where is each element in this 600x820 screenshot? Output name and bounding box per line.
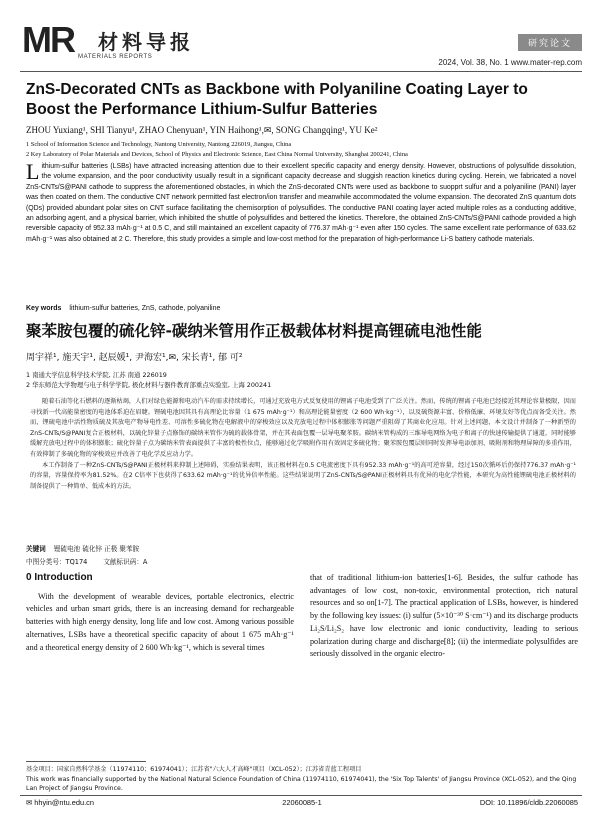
affiliations-cn <box>26 370 271 390</box>
keywords-en <box>26 305 220 312</box>
funding-cn: 基金项目：国家自然科学基金（11974110；61974041）；江苏省"六大人才高峰"项目（XCL-052）；江苏省青蓝工程项目 <box>26 766 362 773</box>
clc-number: 中图分类号：TQ174 <box>26 558 88 566</box>
body-column-right <box>310 572 578 661</box>
body-column-left <box>26 572 294 654</box>
affiliation-1: 1 School of Information Science and Technology, Nantong University, Nantong 226019, Jiangsu, China <box>26 141 292 148</box>
abstract-cn <box>30 397 576 492</box>
journal-logo <box>20 20 250 64</box>
keywords-text: lithium-sulfur batteries, ZnS, cathode, polyaniline <box>69 305 221 312</box>
corresponding-email[interactable]: ✉ hhyin@ntu.edu.cn <box>26 798 94 807</box>
abstract-cn-para-2: 本工作制备了一种ZnS-CNTs/S@PANI正极材料来抑制上述障碍，实验结果表明，该正极材料在0.5 C电流密度下具有952.33 mAh·g⁻¹的高可逆容量，经过150次循环后仍保持776.37 mAh·g⁻¹的容量，容量保持率为81.52%。在2 C倍率下也获得了633.62 mAh·g⁻¹的优异倍率性能。这些结果说明了ZnS-CNTs/S@PANI正极材料具有优异的电化学性能，本研究为高性能锂硫电池正极材料的制备提供了一种简单、低成本的方法。 <box>30 461 576 490</box>
author-list-cn: 周宇祥¹, 施天宇¹, 赵辰媛¹, 尹海宏¹,✉, 宋长青¹, 郁 可² <box>26 353 243 363</box>
article-title: ZnS-Decorated CNTs as Backbone with Polyaniline Coating Layer to Boost the Performance Lithium-Sulfur Batteries <box>26 81 528 118</box>
funding-note <box>26 765 578 794</box>
footer-divider <box>20 795 582 796</box>
keywords-cn-text: 锂硫电池 硫化锌 正极 聚苯胺 <box>53 545 140 553</box>
keywords-label: Key words <box>26 305 62 312</box>
intro-paragraph-left: With the development of wearable devices, portable electronics, electric vehicles and urban smart grids, there is an increasing demand for rechargeable batteries with high energy density, long life and low cost. Among various possible alternatives, LSBs have a theoretical specific capacity of about 1 675 mAh·g⁻¹ and a theoretical energy density of 2 600 Wh·kg⁻¹, which is several times <box>26 591 294 652</box>
article-title-cn: 聚苯胺包覆的硫化锌-碳纳米管用作正极载体材料提高锂硫电池性能 <box>26 322 482 340</box>
abstract-dropcap: L <box>26 159 40 184</box>
keywords-cn-label: 关键词 <box>26 545 46 553</box>
abstract-en <box>26 159 576 245</box>
affiliations <box>26 140 408 160</box>
document-code: 文献标识码：A <box>103 558 148 566</box>
author-list: ZHOU Yuxiang¹, SHI Tianyu¹, ZHAO Chenyuan¹, YIN Haihong¹,✉, SONG Changqing¹, YU Ke² <box>26 125 378 135</box>
logo-mark: MR <box>22 19 74 60</box>
journal-header <box>20 20 582 72</box>
doi-link[interactable]: DOI: 10.11896/cldb.22060085 <box>479 798 578 807</box>
affiliation-cn-2: 2 华东师范大学物理与电子科学学院, 极化材料与器件教育部重点实验室, 上海 200241 <box>26 381 272 389</box>
header-divider <box>20 71 582 72</box>
affiliation-cn-1: 1 南通大学信息科学技术学院, 江苏 南通 226019 <box>26 371 167 379</box>
section-heading-introduction: 0 Introduction <box>26 572 93 583</box>
classification-cn <box>26 556 163 566</box>
intro-paragraph-right: that of traditional lithium-ion batteries[1-6]. Besides, the sulfur cathode has advantages of low cost, non-toxic, environmental protection, rich natural resources and so on[1-7]. The practical application of LSBs, however, is hindered by the following key issues: (i) sulfur (5×10⁻³⁰ S·cm⁻¹) and its discharge products Li₂S/Li₂S₂ have low electronic and ionic conductivity, leading to serious polarization during charge and discharge[8]; (ii) the intermediate polysulfides are seriously dissolved in the organic electro- <box>310 573 578 659</box>
keywords-cn <box>26 543 139 553</box>
logo-chinese-name: 材料导报 <box>98 30 194 54</box>
logo-english-name: MATERIALS REPORTS <box>78 54 153 60</box>
abstract-text: ithium-sulfur batteries (LSBs) have attracted increasing attention due to their excellent specific capacity and energy density. However, obstructions of polysulfide dissolution, the volume expansion, and the poor conductivity usually result in a significant capacity decrease and sluggish reaction kinetics during cycling. Herein, we fabricated a novel ZnS-CNTs/S@PANI cathode to suppress the aforementioned obstacles, in which the ZnS-decorated CNTs were used as backbone to suopprt sulfur and a polyaniline (PANI) layer was then coated on them. The conductive CNT network permitted fast electron/ion transfer and meanwhile accommodated the volume expansion. The decorated ZnS quantum dots (QDs) provided abundant polar sites on CNT surface facilitating the chemisorption of polysulfides. The conductive PANI coating layer acted multiple roles as a conducting additive, an adsorbing agent, and a physical barrier, which inhibited the shuttle of polysulfides and bettered the kinetics. Therefore, the obtained ZnS-CNTs/S@PANI cathode provided a high reversible capacity of 952.33 mAh·g⁻¹ at 0.5 C, and still maintained an excellent capacity of 776.37 mAh·g⁻¹ even after 150 cycles. The same excellent rate performance of 633.62 mAh·g⁻¹ was also obtained at 2 C. Therefore, this study provides a simple and low-cost method for the preparation of high-performance Li-S battery cathode materials. <box>26 163 576 243</box>
funding-en: This work was financially supported by the National Natural Science Foundation of China (11974110, 61974041), the 'Six Top Talents' of Jiangsu Province (XCL-052), and the Qing Lan Project of Jiangsu Province. <box>26 775 577 793</box>
page-number: 22060085-1 <box>282 798 322 807</box>
affiliation-2: 2 Key Laboratory of Polar Materials and Devices, School of Physics and Electronic Science, East China Normal University, Shanghai 200241, China <box>26 151 408 158</box>
abstract-cn-para-1: 随着石油等化石燃料的逐渐枯竭，人们对绿色能源和电动汽车的需求持续增长，可通过充放电方式反复使用的锂离子电池受到了广泛关注。然而，传统的锂离子电池已经接近其理论容量极限，因而寻找新一代高能量密度的电池体系迫在眉睫。锂硫电池因其具有高理论比容量（1 675 mAh·g⁻¹）和高理论能量密度（2 600 Wh·kg⁻¹），以及硫资源丰富、价格低廉、环境友好等优点而备受关注。然而，锂硫电池中活性物质硫及其放电产物导电性差、可溶性多硫化物在电解液中的穿梭效应以及充放电过程中体积膨胀等问题严重阻碍了其商业化应用。针对上述问题，本文设计并制备了一种新型的ZnS-CNTs/S@PANI复合正极材料，以硫化锌量子点修饰的碳纳米管作为硫的载体骨架，并在其表面包覆一层导电聚苯胺。碳纳米管构成的三维导电网络为电子和离子的快速传输提供了通道，同时能够缓解充放电过程中的体积膨胀；硫化锌量子点为碳纳米管表面提供了丰富的极性位点，能够通过化学吸附作用有效固定多硫化物；聚苯胺包覆层则同时发挥导电添加剂、吸附剂和物理屏障的多重作用，有效抑制了多硫化物的穿梭效应并改善了电化学反应动力学。 <box>30 398 576 458</box>
issue-info: 2024, Vol. 38, No. 1 www.mater-rep.com <box>438 58 582 67</box>
funding-divider <box>26 761 146 762</box>
article-type-badge: 研究论文 <box>518 34 582 51</box>
